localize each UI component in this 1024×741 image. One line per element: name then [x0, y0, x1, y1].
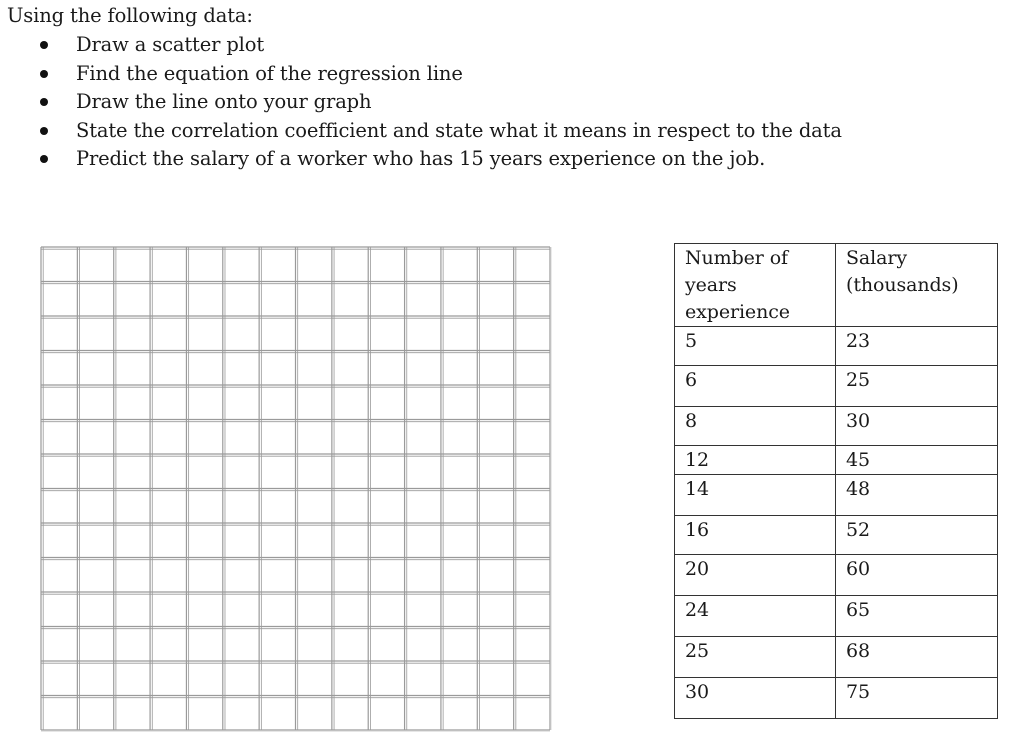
cell-salary: 25	[836, 366, 998, 407]
instruction-list	[0, 31, 842, 174]
instruction-text: Draw a scatter plot	[76, 33, 265, 56]
cell-salary: 30	[836, 407, 998, 446]
cell-salary: 45	[836, 446, 998, 475]
instruction-item	[0, 31, 842, 60]
cell-years: 6	[675, 366, 836, 407]
table-row	[675, 407, 998, 446]
header-years: Number of years experience	[675, 244, 836, 327]
grid-lines	[40, 246, 552, 732]
table-row	[675, 475, 998, 516]
table-header-row	[675, 244, 998, 327]
cell-years: 24	[675, 596, 836, 637]
graph-grid	[40, 246, 552, 732]
cell-years: 12	[675, 446, 836, 475]
bullet-icon	[40, 98, 48, 106]
cell-salary: 52	[836, 516, 998, 555]
instruction-item	[0, 145, 842, 174]
bullet-icon	[40, 127, 48, 135]
instruction-item	[0, 117, 842, 146]
table-row	[675, 678, 998, 719]
instruction-text: Find the equation of the regression line	[76, 61, 463, 85]
cell-years: 25	[675, 637, 836, 678]
bullet-icon	[40, 70, 48, 78]
bullet-icon	[40, 155, 48, 163]
data-table	[674, 243, 998, 719]
table-row	[675, 555, 998, 596]
table-row	[675, 516, 998, 555]
bullet-icon	[40, 41, 48, 49]
table-row	[675, 446, 998, 475]
instruction-text: State the correlation coefficient and state what it means in respect to the data	[76, 118, 842, 142]
cell-salary: 23	[836, 327, 998, 366]
intro-text: Using the following data:	[7, 4, 253, 27]
instruction-text: Draw the line onto your graph	[76, 90, 372, 113]
cell-years: 14	[675, 475, 836, 516]
table-row	[675, 596, 998, 637]
cell-salary: 75	[836, 678, 998, 719]
cell-salary: 48	[836, 475, 998, 516]
cell-years: 5	[675, 327, 836, 366]
cell-salary: 65	[836, 596, 998, 637]
table-row	[675, 327, 998, 366]
cell-years: 8	[675, 407, 836, 446]
cell-years: 16	[675, 516, 836, 555]
instruction-text: Predict the salary of a worker who has 15 years experience on the job.	[76, 147, 766, 170]
table-row	[675, 366, 998, 407]
cell-salary: 60	[836, 555, 998, 596]
cell-years: 20	[675, 555, 836, 596]
cell-years: 30	[675, 678, 836, 719]
table-row	[675, 637, 998, 678]
instruction-item	[0, 60, 842, 89]
instruction-item	[0, 88, 842, 117]
cell-salary: 68	[836, 637, 998, 678]
header-salary: Salary (thousands)	[836, 244, 998, 327]
